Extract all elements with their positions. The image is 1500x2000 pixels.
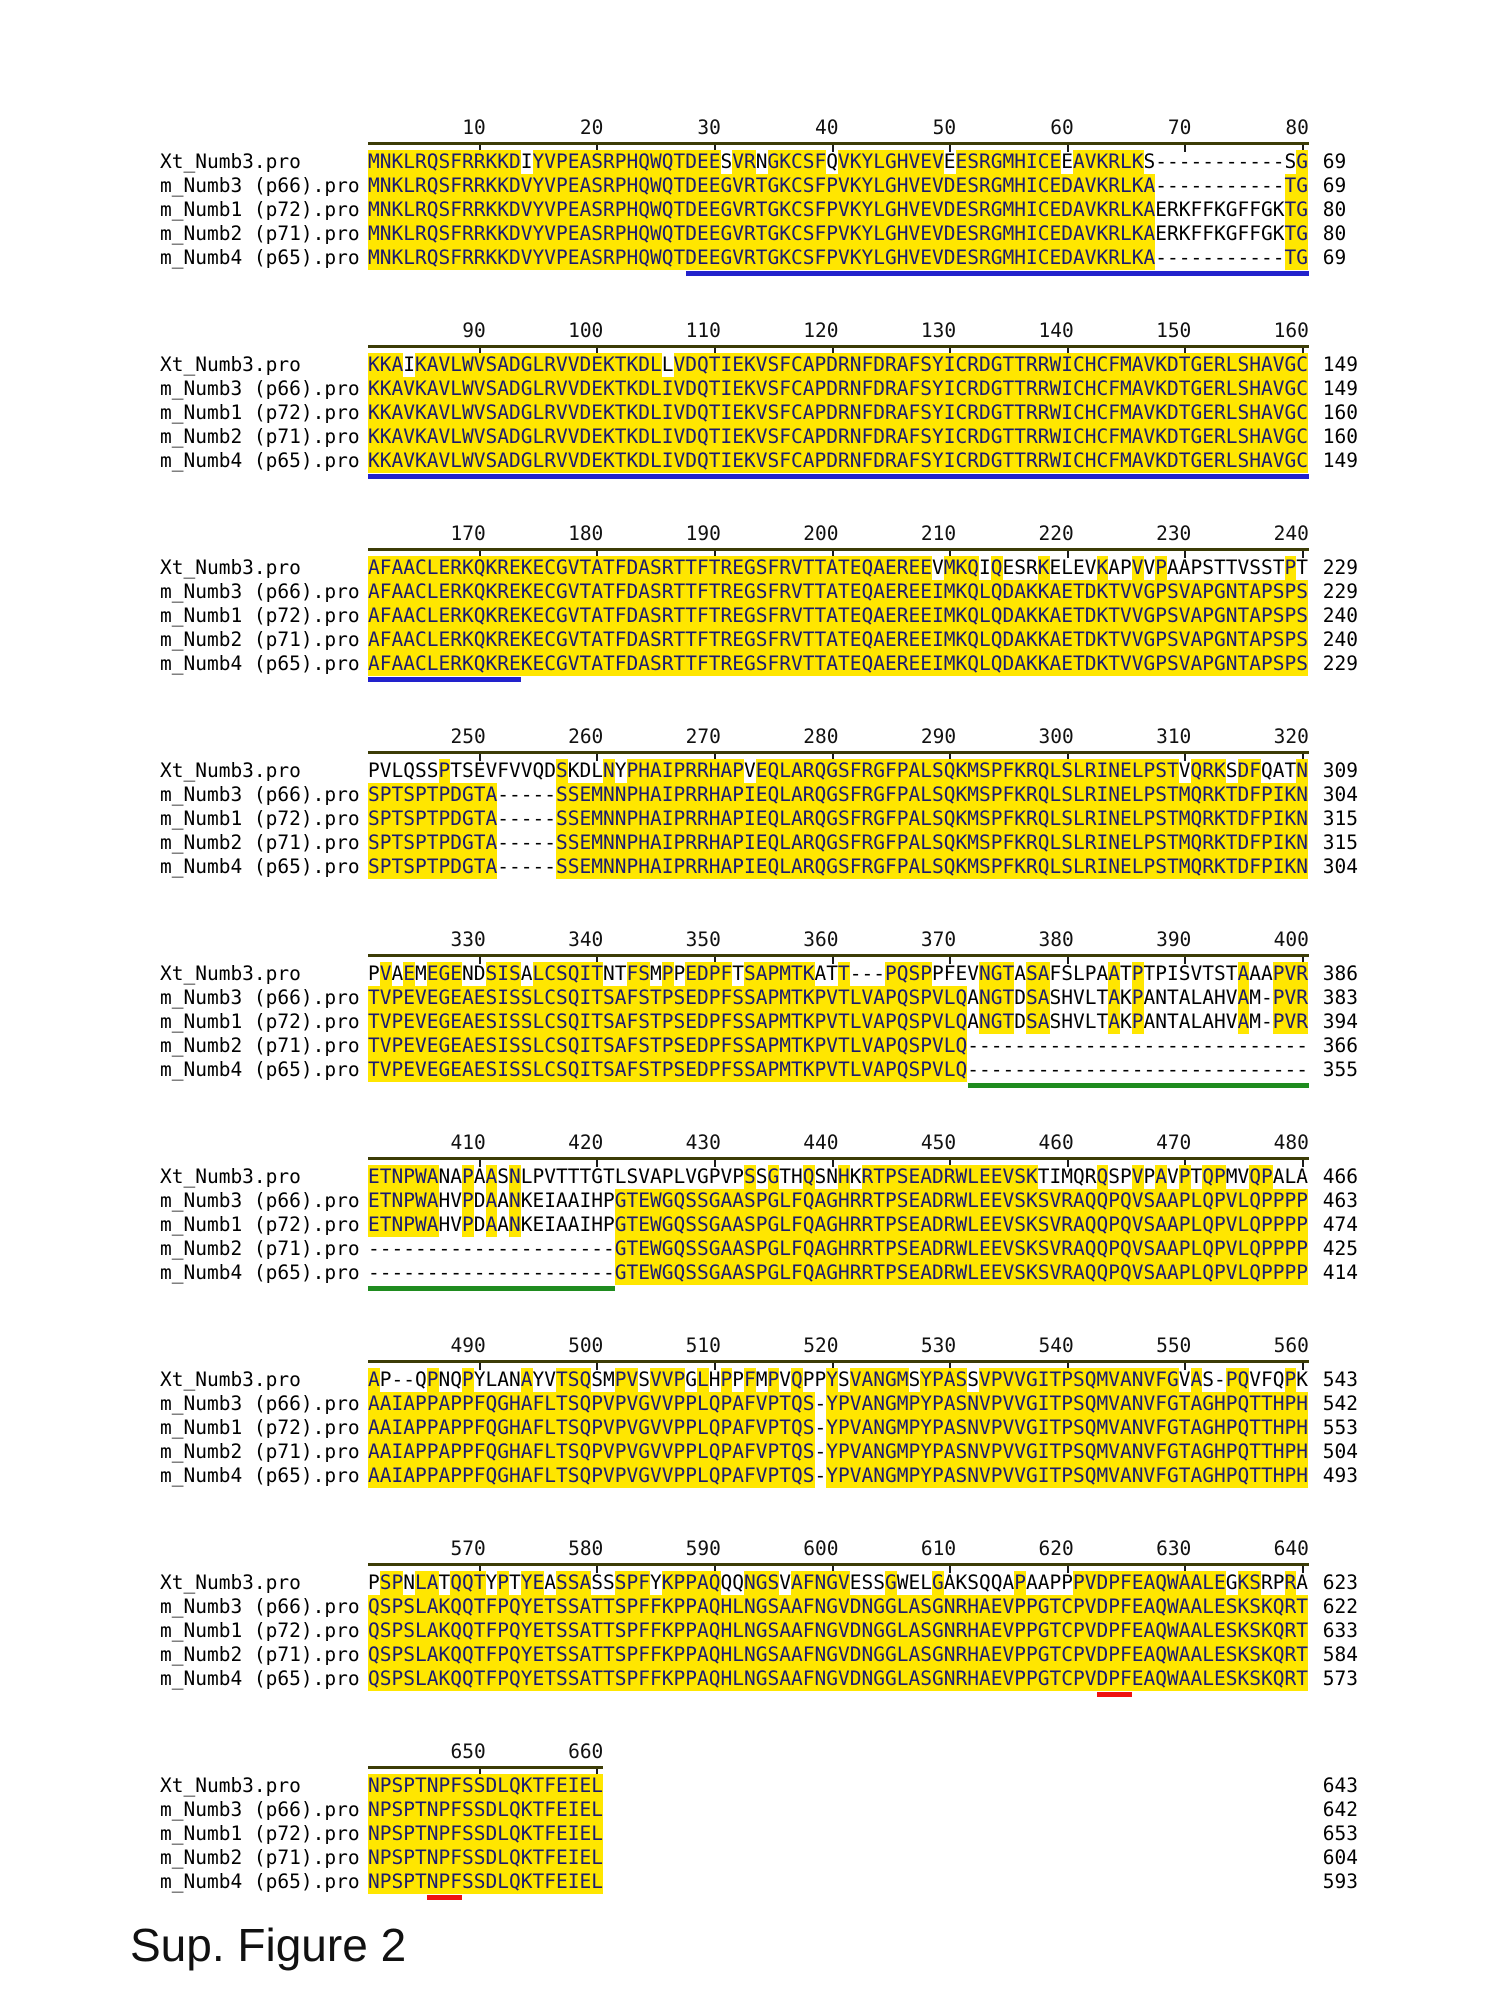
sequence-row [160,150,1347,174]
sequence-text: MNKLRQSFRRKKDVYVPEASRPHQWQTDEEGVRTGKCSFPVKYLGHVEVDESRGMHICEDAVKRLKA-----------TG [368,246,1308,269]
ruler-number: 550 [1156,1334,1192,1357]
sequence-label: m_Numb4 (p65).pro [160,652,360,675]
ruler-numbers [160,116,1309,142]
sequence-label: m_Numb1 (p72).pro [160,604,360,627]
alignment-block [160,1537,1359,1691]
ruler-line [368,1157,1309,1160]
residue-count: 542 [1322,1392,1359,1415]
ruler-number: 610 [920,1537,957,1560]
residue-count: 304 [1322,783,1359,806]
sequence-text: KKAVKAVLWVSADGLRVVDEKTKDLIVDQTIEKVSFCAPDRNFDRAFSYICRDGTTRRWICHCFMAVKDTGERLSHAVGC [368,401,1308,424]
residue-count: 604 [1322,1846,1359,1869]
ruler-numbers [160,1537,1309,1563]
sequence-text: PSPNLATQQTYPTYEASSASSSPFYKPPAQQQNGSVAFNGVESSGWELGAKSQQAPAAPPPVDPFEAQWAALEGKSRPRA [368,1571,1308,1594]
ruler-numbers [160,522,1309,548]
sequence-label: m_Numb2 (p71).pro [160,425,360,448]
sequence-row [160,1464,1359,1488]
sequence-row [160,377,1359,401]
sequence-text: SPTSPTPDGTA-----SSEMNNPHAIPRRHAPIEQLARQGSFRGFPALSQKMSPFKRQLSLRINELPSTMQRKTDFPIKN [368,855,1308,878]
sequence-row [160,1870,1359,1894]
ruler-number: 330 [450,928,486,951]
ruler-number: 260 [568,725,604,748]
sequence-text: NPSPTNPFSSDLQKTFEIEL [368,1870,603,1893]
alignment-block [160,319,1359,473]
sequence-row [160,783,1359,807]
ruler-number: 10 [462,116,486,139]
residue-count: 394 [1322,1010,1359,1033]
ruler-number: 230 [1156,522,1192,545]
sequence-row [160,580,1359,604]
sequence-text: AP--QPNQPYLANAYVTSQSMPVSVVPGLHPPFMPVQPPYSVANGMSYPASSVPVVGITPSQMVANVFGVAS-PQVFQPK [368,1368,1308,1391]
alignment-block [160,116,1347,270]
residue-count: 309 [1322,759,1359,782]
ruler-number: 130 [920,319,957,342]
residue-count: 69 [1322,174,1347,197]
sequence-label: m_Numb2 (p71).pro [160,1237,360,1260]
residue-count: 149 [1322,353,1359,376]
ruler-number: 50 [932,116,957,139]
sequence-text: AFAACLERKQKREKECGVTATFDASRTTFTREGSFRVTTATEQAEREEIMKQLQDAKKAETDKTVVGPSVAPGNTAPSPS [368,604,1308,627]
figure-caption: Sup. Figure 2 [130,1919,407,1971]
sequence-label: m_Numb1 (p72).pro [160,807,360,830]
residue-count: 573 [1322,1667,1359,1690]
ruler-number: 300 [1038,725,1074,748]
sequence-label: Xt_Numb3.pro [160,962,301,985]
ruler-number: 400 [1273,928,1309,951]
residue-count: 643 [1322,1774,1359,1797]
ruler-number: 380 [1038,928,1074,951]
residue-count: 642 [1322,1798,1359,1821]
sequence-label: m_Numb1 (p72).pro [160,1619,360,1642]
ruler-number: 30 [697,116,721,139]
sequence-label: m_Numb4 (p65).pro [160,246,360,269]
sequence-row [160,1798,1359,1822]
ruler-number: 540 [1038,1334,1074,1357]
sequence-row [160,807,1359,831]
ruler-line [368,954,1309,957]
alignment-block [160,1131,1359,1285]
sequence-label: m_Numb3 (p66).pro [160,174,360,197]
residue-count: 69 [1322,150,1347,173]
sequence-label: m_Numb3 (p66).pro [160,1798,360,1821]
sequence-row [160,855,1359,879]
sequence-text: ETNPWAHVPDAANKEIAAIHPGTEWGQSSGAASPGLFQAGHRRTPSEADRWLEEVSKSVRAQQPQVSAAPLQPVLQPPPP [368,1213,1308,1236]
ruler-number: 520 [803,1334,839,1357]
alignment-block [160,928,1359,1082]
sequence-label: m_Numb4 (p65).pro [160,1261,360,1284]
sequence-text: ---------------------GTEWGQSSGAASPGLFQAGHRRTPSEADRWLEEVSKSVRAQQPQVSAAPLQPVLQPPPP [368,1261,1308,1284]
residue-count: 80 [1322,198,1347,221]
ruler-number: 120 [803,319,839,342]
ruler-line [368,1360,1309,1363]
sequence-row [160,962,1359,986]
sequence-label: m_Numb4 (p65).pro [160,1464,360,1487]
sequence-label: m_Numb1 (p72).pro [160,1010,360,1033]
ruler-number: 390 [1156,928,1192,951]
ruler-line [368,1766,603,1769]
residue-count: 414 [1322,1261,1359,1284]
ruler-number: 310 [1156,725,1192,748]
sequence-text: MNKLRQSFRRKKDVYVPEASRPHQWQTDEEGVRTGKCSFPVKYLGHVEVDESRGMHICEDAVKRLKA-----------TG [368,174,1308,197]
sequence-label: Xt_Numb3.pro [160,1774,301,1797]
sequence-row [160,1440,1359,1464]
sequence-row [160,1416,1359,1440]
residue-count: 240 [1322,604,1359,627]
sequence-text: KKAVKAVLWVSADGLRVVDEKTKDLIVDQTIEKVSFCAPDRNFDRAFSYICRDGTTRRWICHCFMAVKDTGERLSHAVGC [368,425,1308,448]
ruler-numbers [160,1334,1309,1360]
sequence-row [160,1619,1359,1643]
sequence-text: KKAVKAVLWVSADGLRVVDEKTKDLIVDQTIEKVSFCAPDRNFDRAFSYICRDGTTRRWICHCFMAVKDTGERLSHAVGC [368,449,1308,472]
sequence-row [160,246,1347,270]
ruler-number: 210 [920,522,957,545]
ruler-number: 170 [450,522,486,545]
ruler-number: 70 [1167,116,1192,139]
alignment-block [160,725,1359,879]
residue-count: 425 [1322,1237,1359,1260]
sequence-row [160,604,1359,628]
ruler-number: 320 [1273,725,1309,748]
residue-count: 149 [1322,449,1359,472]
sequence-text: NPSPTNPFSSDLQKTFEIEL [368,1774,603,1797]
residue-count: 80 [1322,222,1347,245]
residue-count: 69 [1322,246,1347,269]
sequence-text: ---------------------GTEWGQSSGAASPGLFQAGHRRTPSEADRWLEEVSKSVRAQQPQVSAAPLQPVLQPPPP [368,1237,1308,1260]
ruler-line [368,345,1309,348]
ruler-number: 450 [920,1131,957,1154]
ruler-number: 510 [685,1334,721,1357]
ruler-line [368,548,1309,551]
sequence-text: TVPEVEGEAESISSLCSQITSAFSTPSEDPFSSAPMTKPVTLVAPQSPVLQ----------------------------- [368,1034,1308,1057]
sequence-row [160,1213,1359,1237]
sequence-row [160,986,1359,1010]
sequence-text: AFAACLERKQKREKECGVTATFDASRTTFTREGSFRVTTATEQAEREEIMKQLQDAKKAETDKTVVGPSVAPGNTAPSPS [368,652,1308,675]
sequence-row [160,1010,1359,1034]
ruler-number: 190 [685,522,721,545]
sequence-label: Xt_Numb3.pro [160,1368,301,1391]
ruler-number: 360 [803,928,839,951]
ruler-number: 290 [920,725,957,748]
ruler-number: 140 [1038,319,1074,342]
ruler-number: 580 [568,1537,604,1560]
sequence-text: MNKLRQSFRRKKDVYVPEASRPHQWQTDEEGVRTGKCSFPVKYLGHVEVDESRGMHICEDAVKRLKAERKFFKGFFGKTG [368,198,1308,221]
residue-count: 633 [1322,1619,1359,1642]
sequence-row [160,1571,1359,1595]
motif-underline [427,1895,462,1900]
ruler-line [368,1563,1309,1566]
sequence-label: m_Numb2 (p71).pro [160,1440,360,1463]
sequence-text: ETNPWAHVPDAANKEIAAIHPGTEWGQSSGAASPGLFQAGHRRTPSEADRWLEEVSKSVRAQQPQVSAAPLQPVLQPPPP [368,1189,1308,1212]
sequence-label: m_Numb3 (p66).pro [160,1595,360,1618]
sequence-text: AFAACLERKQKREKECGVTATFDASRTTFTREGSFRVTTATEQAEREEIMKQLQDAKKAETDKTVVGPSVAPGNTAPSPS [368,580,1308,603]
sequence-label: m_Numb3 (p66).pro [160,377,360,400]
ruler-number: 200 [803,522,839,545]
alignment-block [160,1740,1359,1894]
sequence-row [160,831,1359,855]
ruler-number: 240 [1273,522,1309,545]
ruler-number: 660 [568,1740,604,1763]
ruler-number: 250 [450,725,486,748]
sequence-label: m_Numb3 (p66).pro [160,1392,360,1415]
residue-count: 474 [1322,1213,1359,1236]
residue-count: 304 [1322,855,1359,878]
ruler-number: 80 [1285,116,1309,139]
residue-count: 229 [1322,556,1359,579]
ruler-number: 620 [1038,1537,1074,1560]
residue-count: 315 [1322,831,1359,854]
sequence-text: AAIAPPAPPFQGHAFLTSQPVPVGVVPPLQPAFVPTQS-YPVANGMPYPASNVPVVGITPSQMVANVFGTAGHPQTTHPH [368,1416,1308,1439]
residue-count: 355 [1322,1058,1359,1081]
sequence-row [160,1595,1359,1619]
residue-count: 653 [1322,1822,1359,1845]
sequence-text: MNKLRQSFRRKKDIYVPEASRPHQWQTDEESVRNGKCSFQVKYLGHVEVEESRGMHICEEAVKRLKS-----------SG [368,150,1308,173]
sequence-row [160,174,1347,198]
sequence-row [160,1643,1359,1667]
ruler-number: 490 [450,1334,486,1357]
sequence-label: m_Numb4 (p65).pro [160,1058,360,1081]
ruler-numbers [160,1131,1309,1157]
residue-count: 229 [1322,652,1359,675]
residue-count: 553 [1322,1416,1359,1439]
sequence-text: AAIAPPAPPFQGHAFLTSQPVPVGVVPPLQPAFVPTQS-YPVANGMPYPASNVPVVGITPSQMVANVFGTAGHPQTTHPH [368,1464,1308,1487]
sequence-text: QSPSLAKQQTFPQYETSSATTSPFFKPPAQHLNGSAAFNGVDNGGLASGNRHAEVPPGTCPVDPFEAQWAALESKSKQRT [368,1643,1308,1666]
motif-underline [1097,1692,1132,1697]
sequence-label: Xt_Numb3.pro [160,759,301,782]
sequence-text: PVLQSSPTSEVFVVQDSKDLNYPHAIPRRHAPVEQLARQGSFRGFPALSQKMSPFKRQLSLRINELPSTVQRKSDFQATN [368,759,1308,782]
sequence-label: m_Numb3 (p66).pro [160,580,360,603]
ruler-number: 350 [685,928,721,951]
sequence-row [160,1058,1359,1082]
sequence-label: m_Numb2 (p71).pro [160,1846,360,1869]
sequence-row [160,1667,1359,1691]
sequence-label: m_Numb2 (p71).pro [160,831,360,854]
ruler-number: 630 [1156,1537,1192,1560]
sequence-label: m_Numb3 (p66).pro [160,1189,360,1212]
ruler-number: 370 [920,928,957,951]
residue-count: 160 [1322,425,1359,448]
residue-count: 383 [1322,986,1359,1009]
ruler-number: 280 [803,725,839,748]
residue-count: 622 [1322,1595,1359,1618]
sequence-text: SPTSPTPDGTA-----SSEMNNPHAIPRRHAPIEQLARQGSFRGFPALSQKMSPFKRQLSLRINELPSTMQRKTDFPIKN [368,807,1308,830]
sequence-text: KKAIKAVLWVSADGLRVVDEKTKDLLVDQTIEKVSFCAPDRNFDRAFSYICRDGTTRRWICHCFMAVKDTGERLSHAVGC [368,353,1308,376]
sequence-label: m_Numb2 (p71).pro [160,222,360,245]
sequence-row [160,1189,1359,1213]
ruler-number: 560 [1273,1334,1309,1357]
ruler-number: 40 [815,116,839,139]
sequence-row [160,1846,1359,1870]
sequence-row [160,1774,1359,1798]
sequence-text: AFAACLERKQKREKECGVTATFDASRTTFTREGSFRVTTATEQAEREEIMKQLQDAKKAETDKTVVGPSVAPGNTAPSPS [368,628,1308,651]
sequence-label: m_Numb2 (p71).pro [160,628,360,651]
ruler-numbers [160,928,1309,954]
ruler-number: 420 [568,1131,604,1154]
sequence-label: m_Numb1 (p72).pro [160,1213,360,1236]
sequence-text: NPSPTNPFSSDLQKTFEIEL [368,1798,603,1821]
sequence-row [160,401,1359,425]
sequence-label: Xt_Numb3.pro [160,150,301,173]
sequence-label: m_Numb4 (p65).pro [160,855,360,878]
alignment-block [160,522,1359,676]
ruler-numbers [160,725,1309,751]
ruler-number: 180 [568,522,604,545]
sequence-row [160,759,1359,783]
sequence-label: Xt_Numb3.pro [160,1571,301,1594]
residue-count: 463 [1322,1189,1359,1212]
residue-count: 149 [1322,377,1359,400]
ruler-number: 110 [685,319,721,342]
motif-underline [368,1286,615,1291]
residue-count: 366 [1322,1034,1359,1057]
ruler-number: 480 [1273,1131,1309,1154]
sequence-label: m_Numb1 (p72).pro [160,198,360,221]
sequence-row [160,1392,1359,1416]
sequence-text: KKAVKAVLWVSADGLRVVDEKTKDLIVDQTIEKVSFCAPDRNFDRAFSYICRDGTTRRWICHCFMAVKDTGERLSHAVGC [368,377,1308,400]
motif-underline [968,1083,1309,1088]
motif-underline [368,677,521,682]
sequence-row [160,1822,1359,1846]
ruler-number: 220 [1038,522,1074,545]
ruler-number: 160 [1273,319,1309,342]
sequence-row [160,628,1359,652]
sequence-alignment [160,116,1359,1943]
sequence-label: m_Numb1 (p72).pro [160,1822,360,1845]
sequence-row [160,1034,1359,1058]
residue-count: 160 [1322,401,1359,424]
residue-count: 229 [1322,580,1359,603]
ruler-number: 20 [579,116,604,139]
sequence-text: SPTSPTPDGTA-----SSEMNNPHAIPRRHAPIEQLARQGSFRGFPALSQKMSPFKRQLSLRINELPSTMQRKTDFPIKN [368,831,1308,854]
sequence-label: Xt_Numb3.pro [160,556,301,579]
sequence-text: PVAEMEGENDSISALCSQITNTFSMPPEDPFTSAPMTKATT---PQSPPFEVNGTASAFSLPAATPTPISVTSTAAAPVR [368,962,1308,985]
sequence-label: Xt_Numb3.pro [160,1165,301,1188]
sequence-label: m_Numb2 (p71).pro [160,1034,360,1057]
sequence-text: QSPSLAKQQTFPQYETSSATTSPFFKPPAQHLNGSAAFNGVDNGGLASGNRHAEVPPGTCPVDPFEAQWAALESKSKQRT [368,1619,1308,1642]
residue-count: 584 [1322,1643,1359,1666]
ruler-line [368,142,1309,145]
ruler-number: 340 [568,928,604,951]
sequence-text: AAIAPPAPPFQGHAFLTSQPVPVGVVPPLQPAFVPTQS-YPVANGMPYPASNVPVVGITPSQMVANVFGTAGHPQTTHPH [368,1440,1308,1463]
sequence-label: m_Numb4 (p65).pro [160,449,360,472]
sequence-label: m_Numb2 (p71).pro [160,1643,360,1666]
ruler-number: 570 [450,1537,486,1560]
residue-count: 315 [1322,807,1359,830]
residue-count: 466 [1322,1165,1359,1188]
sequence-text: QSPSLAKQQTFPQYETSSATTSPFFKPPAQHLNGSAAFNGVDNGGLASGNRHAEVPPGTCPVDPFEAQWAALESKSKQRT [368,1595,1308,1618]
sequence-label: m_Numb4 (p65).pro [160,1667,360,1690]
sequence-text: ETNPWANAPAASNLPVTTTGTLSVAPLVGPVPSSGTHQSNHKRTPSEADRWLEEVSKTIMQRQSPVPAVPTQPMVQPALA [368,1165,1308,1188]
ruler-number: 440 [803,1131,839,1154]
sequence-label: Xt_Numb3.pro [160,353,301,376]
ruler-number: 530 [920,1334,957,1357]
sequence-label: m_Numb3 (p66).pro [160,783,360,806]
ruler-numbers [160,1740,1309,1766]
residue-count: 386 [1322,962,1359,985]
residue-count: 543 [1322,1368,1359,1391]
sequence-row [160,1261,1359,1285]
ruler-numbers [160,319,1309,345]
residue-count: 493 [1322,1464,1359,1487]
ruler-number: 60 [1050,116,1074,139]
ruler-number: 600 [803,1537,839,1560]
sequence-row [160,1165,1359,1189]
sequence-text: QSPSLAKQQTFPQYETSSATTSPFFKPPAQHLNGSAAFNGVDNGGLASGNRHAEVPPGTCPVDPFEAQWAALESKSKQRT [368,1667,1308,1690]
motif-underline [686,271,1309,276]
sequence-text: MNKLRQSFRRKKDVYVPEASRPHQWQTDEEGVRTGKCSFPVKYLGHVEVDESRGMHICEDAVKRLKAERKFFKGFFGKTG [368,222,1308,245]
ruler-number: 640 [1273,1537,1309,1560]
sequence-text: NPSPTNPFSSDLQKTFEIEL [368,1822,603,1845]
ruler-number: 90 [462,319,486,342]
sequence-text: AAIAPPAPPFQGHAFLTSQPVPVGVVPPLQPAFVPTQS-YPVANGMPYPASNVPVVGITPSQMVANVFGTAGHPQTTHPH [368,1392,1308,1415]
sequence-row [160,1368,1359,1392]
ruler-number: 470 [1156,1131,1192,1154]
sequence-text: SPTSPTPDGTA-----SSEMNNPHAIPRRHAPIEQLARQGSFRGFPALSQKMSPFKRQLSLRINELPSTMQRKTDFPIKN [368,783,1308,806]
sequence-text: TVPEVEGEAESISSLCSQITSAFSTPSEDPFSSAPMTKPVTLVAPQSPVLQ----------------------------- [368,1058,1308,1081]
ruler-number: 410 [450,1131,486,1154]
sequence-text: NPSPTNPFSSDLQKTFEIEL [368,1846,603,1869]
ruler-number: 650 [450,1740,486,1763]
sequence-row [160,556,1359,580]
sequence-row [160,652,1359,676]
sequence-row [160,198,1347,222]
ruler-number: 430 [685,1131,721,1154]
residue-count: 240 [1322,628,1359,651]
ruler-number: 270 [685,725,721,748]
sequence-text: TVPEVEGEAESISSLCSQITSAFSTPSEDPFSSAPMTKPVTLVAPQSPVLQANGTDSASHVLTAKPANTALAHVAM-PVR [368,1010,1308,1033]
ruler-number: 150 [1156,319,1192,342]
ruler-number: 590 [685,1537,721,1560]
motif-underline [368,474,1309,479]
ruler-number: 460 [1038,1131,1074,1154]
ruler-number: 100 [568,319,604,342]
sequence-row [160,425,1359,449]
sequence-label: m_Numb3 (p66).pro [160,986,360,1009]
sequence-text: AFAACLERKQKREKECGVTATFDASRTTFTREGSFRVTTATEQAEREEVMKQIQESRKELEVKAPVVPAAPSTTVSSTPT [368,556,1308,579]
sequence-row [160,353,1359,377]
sequence-row [160,449,1359,473]
sequence-row [160,222,1347,246]
sequence-text: TVPEVEGEAESISSLCSQITSAFSTPSEDPFSSAPMTKPVTLVAPQSPVLQANGTDSASHVLTAKPANTALAHVAM-PVR [368,986,1308,1009]
alignment-block [160,1334,1359,1488]
ruler-line [368,751,1309,754]
residue-count: 504 [1322,1440,1359,1463]
sequence-row [160,1237,1359,1261]
sequence-label: m_Numb4 (p65).pro [160,1870,360,1893]
residue-count: 593 [1322,1870,1359,1893]
residue-count: 623 [1322,1571,1359,1594]
sequence-label: m_Numb1 (p72).pro [160,401,360,424]
sequence-label: m_Numb1 (p72).pro [160,1416,360,1439]
ruler-number: 500 [568,1334,604,1357]
